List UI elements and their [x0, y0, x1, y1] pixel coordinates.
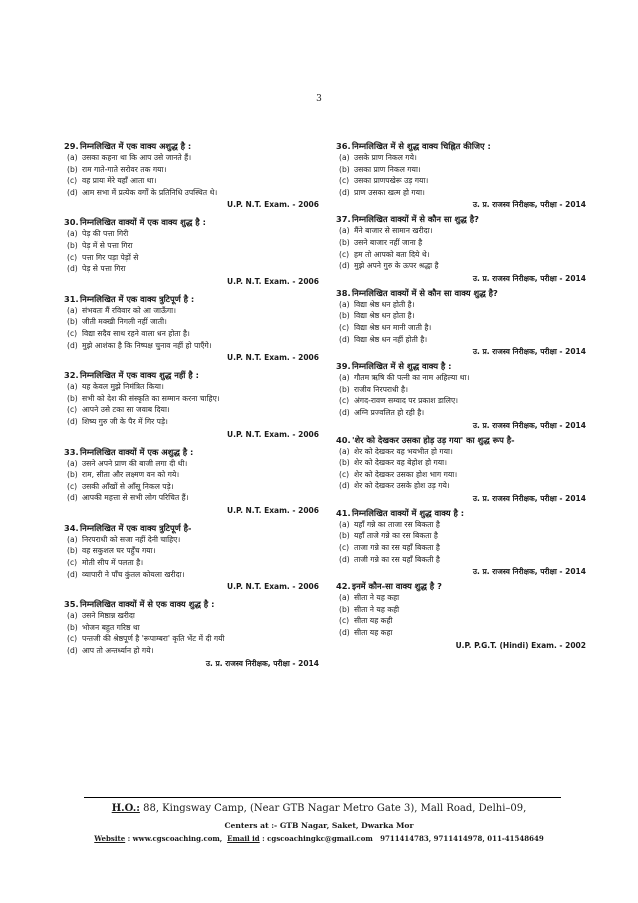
exam-source: उ. प्र. राजस्व निरीक्षक, परीक्षा - 2014: [472, 420, 586, 430]
left-column: [64, 140, 319, 670]
option-text: ताजा गन्ने का रस यहाँ बिकता है: [354, 543, 440, 553]
option-text: राम, सीता और लक्ष्मण वन को गये।: [82, 470, 180, 480]
option: [339, 542, 586, 554]
option-text: हम तो आपको बता दिये थे।: [354, 249, 430, 259]
option-text: विद्या श्रेष्ठ धन नहीं होती है।: [354, 334, 428, 344]
option: [67, 316, 319, 328]
option: [67, 340, 319, 352]
question-text: निम्नलिखित वाक्यों में से कौन सा वाक्य शुद्ध है?: [352, 287, 498, 298]
option: [67, 545, 319, 557]
option: [67, 305, 319, 317]
option: [67, 152, 319, 164]
question-39: [336, 360, 586, 431]
exam-source: उ. प्र. राजस्व निरीक्षक, परीक्षा - 2014: [472, 493, 586, 503]
option-letter: (b): [67, 622, 78, 632]
option-text: सीता यह कही: [354, 616, 393, 626]
option: [339, 384, 586, 396]
option-text: यहाँ गन्ने का ताजा रस बिकता है: [354, 519, 440, 529]
question-31: [64, 293, 319, 364]
option-letter: (b): [67, 164, 78, 174]
option-letter: (d): [67, 416, 78, 426]
question-text: 'शेर को देखकर उसका होड़ उड़ गया' का शुद्ध रूप है-: [352, 434, 515, 445]
option-text: पत्ता गिर पड़ा पेड़ों से: [82, 252, 139, 262]
option-letter: (b): [339, 531, 350, 541]
options-list: [64, 305, 319, 351]
exam-source: उ. प्र. राजस्व निरीक्षक, परीक्षा - 2014: [472, 347, 586, 357]
option-letter: (c): [67, 634, 78, 644]
options-list: [336, 372, 586, 418]
option-letter: (b): [339, 311, 350, 321]
option: [67, 240, 319, 252]
option: [339, 604, 586, 616]
ho-address: 88, Kingsway Camp, (Near GTB Nagar Metro Gate 3), Mall Road, Delhi–09,: [139, 803, 527, 814]
option-text: विद्या श्रेष्ठ धन मानी जाती है।: [354, 322, 432, 332]
option-text: शेर को देखकर वह बेहोश हो गया।: [354, 458, 448, 468]
option-letter: (a): [339, 153, 350, 162]
question-head: [336, 434, 586, 446]
question-text: निम्नलिखित वाक्यों में से एक वाक्य शुद्ध है :: [80, 599, 215, 610]
option-letter: (b): [339, 604, 350, 614]
option-text: जीती मक्खी निगली नहीं जाती।: [82, 317, 167, 327]
option-letter: (b): [67, 393, 78, 403]
email-label: Email id: [227, 834, 260, 843]
option-text: विद्या श्रेष्ठ धन होता है।: [354, 311, 415, 321]
question-30: [64, 216, 319, 287]
option: [339, 615, 586, 627]
option-text: सभी को देश की संस्कृति का सम्मान करना चाहिए।: [82, 393, 220, 403]
option: [67, 381, 319, 393]
option-letter: (a): [67, 382, 78, 392]
question-32: [64, 369, 319, 440]
ho-label: H.O.:: [111, 803, 140, 814]
option-text: प्राण उसका खत्म हो गया।: [354, 187, 425, 197]
option: [67, 393, 319, 405]
option-text: उसने बाजार नहीं जाना है: [354, 237, 423, 247]
option-letter: (b): [67, 317, 78, 327]
option-text: उसके प्राण निकल गये।: [354, 153, 417, 162]
website-label: Website: [94, 834, 126, 843]
option-letter: (d): [339, 628, 350, 638]
options-list: [336, 152, 586, 198]
option: [339, 299, 586, 311]
question-number: 39.: [336, 361, 351, 372]
option-letter: (a): [339, 519, 350, 529]
option-letter: (c): [339, 396, 350, 406]
question-head: [64, 140, 319, 152]
option-text: वह सकुशल घर पहुँच गया।: [82, 546, 156, 556]
exam-source: U.P. N.T. Exam. - 2006: [227, 353, 319, 363]
option-letter: (b): [67, 546, 78, 556]
option: [67, 557, 319, 569]
option-text: मैंने बाजार से सामान खरीदा।: [354, 226, 433, 236]
option-letter: (b): [67, 470, 78, 480]
option: [339, 152, 586, 164]
option: [339, 260, 586, 272]
option-text: उसने अपने प्राण की बाजी लगा दी थी।: [82, 458, 188, 468]
question-head: [336, 580, 586, 592]
exam-source: U.P. N.T. Exam. - 2006: [227, 505, 319, 515]
option: [67, 481, 319, 493]
question-36: [336, 140, 586, 211]
option: [339, 225, 586, 237]
option-letter: (c): [67, 481, 78, 491]
option-text: शेर को देखकर वह भयभीत हो गया।: [354, 446, 453, 456]
exam-source: U.P. N.T. Exam. - 2006: [227, 276, 319, 286]
option: [339, 322, 586, 334]
option-text: पन्तजी की श्रेष्ठपूर्ण है 'रूपाम्बरा' कृति भेंट में दी गयी: [82, 634, 225, 644]
option-letter: (b): [339, 237, 350, 247]
options-list: [336, 225, 586, 271]
option-letter: (c): [67, 252, 78, 262]
option-text: राम गाते-गाते सरोवर तक गया।: [82, 164, 167, 174]
option-letter: (a): [67, 534, 78, 544]
option-letter: (a): [67, 153, 78, 162]
option-letter: (d): [67, 646, 78, 656]
option-text: सीता ने यह कही: [354, 604, 400, 614]
phone-numbers: 9711414783, 9711414978, 011-41548649: [380, 834, 544, 843]
question-text: इनमें कौन-सा वाक्य शुद्ध है ?: [352, 581, 442, 592]
option-letter: (c): [339, 176, 350, 186]
option-letter: (d): [339, 334, 350, 344]
question-head: [336, 507, 586, 519]
option-text: मोती सीप में पलता है।: [82, 558, 144, 568]
option: [67, 492, 319, 504]
right-column: [336, 140, 586, 652]
option: [67, 469, 319, 481]
option-letter: (a): [67, 458, 78, 468]
option: [339, 164, 586, 176]
option-text: मुझे आशंका है कि निष्पक्ष चुनाव नहीं हो पाएँगे।: [82, 340, 212, 350]
option-letter: (d): [339, 554, 350, 564]
question-number: 32.: [64, 370, 79, 381]
options-list: [64, 152, 319, 198]
footer-centers: Centers at :- GTB Nagar, Saket, Dwarka Mor: [224, 821, 414, 830]
question-head: [336, 287, 586, 299]
footer-divider: [84, 797, 561, 798]
option-letter: (d): [339, 407, 350, 417]
question-29: [64, 140, 319, 211]
option: [67, 328, 319, 340]
question-41: [336, 507, 586, 578]
option: [67, 622, 319, 634]
option: [67, 187, 319, 199]
option-text: पेड़ में से पत्ता गिरा: [82, 240, 133, 250]
question-number: 35.: [64, 599, 79, 610]
option: [339, 446, 586, 458]
question-42: [336, 580, 586, 651]
option-text: व्यापारी ने पाँच कुंतल कोयला खरीदा।: [82, 569, 185, 579]
option-text: आप तो अन्तर्ध्यान हो गये।: [82, 646, 154, 656]
option-letter: (d): [67, 187, 78, 197]
question-number: 36.: [336, 141, 351, 151]
question-head: [336, 213, 586, 225]
question-text: निम्नलिखित में से शुद्ध वाक्य है :: [352, 361, 452, 372]
option-letter: (b): [339, 458, 350, 468]
option: [67, 228, 319, 240]
question-head: [336, 360, 586, 372]
option: [339, 592, 586, 604]
exam-source: उ. प्र. राजस्व निरीक्षक, परीक्षा - 2014: [472, 200, 586, 210]
option-text: भोजन बहुत गरिष्ठ था: [82, 622, 140, 632]
option-text: आपने उसे टका सा जवाब दिया।: [82, 405, 170, 415]
exam-source: U.P. P.G.T. (Hindi) Exam. - 2002: [455, 640, 586, 650]
options-list: [336, 446, 586, 492]
option-text: गौतम ऋषि की पत्नी का नाम अहिल्या था।: [354, 373, 470, 383]
option: [67, 404, 319, 416]
question-head: [64, 293, 319, 305]
option-text: शेर को देखकर उसके होश उड़ गये।: [354, 481, 450, 491]
option: [339, 372, 586, 384]
options-list: [336, 519, 586, 565]
option-text: उसका प्राण निकल गया।: [354, 164, 421, 174]
footer-address: [0, 803, 638, 814]
option: [67, 175, 319, 187]
option-text: संभवतः मैं रविवार को आ जाऊँगा।: [82, 305, 176, 315]
question-head: [64, 522, 319, 534]
option-letter: (b): [339, 384, 350, 394]
option-text: विद्या सदैव साथ रहने वाला धन होता है।: [82, 328, 190, 338]
option-text: वह प्रायः मेरे यहाँ आता था।: [82, 176, 157, 186]
question-text: निम्नलिखित में एक वाक्य त्रुटिपूर्ण है-: [80, 522, 192, 533]
option-letter: (d): [67, 340, 78, 350]
option-letter: (a): [67, 611, 78, 621]
option-letter: (c): [67, 405, 78, 415]
exam-source: उ. प्र. राजस्व निरीक्षक, परीक्षा - 2014: [472, 273, 586, 283]
website-value[interactable]: : www.cgscoaching.com,: [127, 834, 223, 843]
option-text: उसने मिष्ठान्न खरीदा: [82, 611, 135, 621]
option-letter: (c): [339, 543, 350, 553]
option-letter: (b): [67, 240, 78, 250]
option-text: अग्नि प्रज्वलित हो रही है।: [354, 407, 425, 417]
option: [67, 263, 319, 275]
option-letter: (d): [339, 261, 350, 271]
option: [339, 457, 586, 469]
question-text: निम्नलिखित वाक्यों में एक अशुद्ध है :: [80, 446, 194, 457]
option-text: उसकी आँखों से आँसू निकल पड़े।: [82, 481, 174, 491]
options-list: [64, 228, 319, 274]
option: [339, 249, 586, 261]
option-letter: (c): [67, 176, 78, 186]
option: [67, 458, 319, 470]
question-number: 30.: [64, 217, 79, 228]
question-text: निम्नलिखित में एक वाक्य शुद्ध नहीं है :: [80, 370, 199, 381]
question-head: [64, 216, 319, 228]
options-list: [64, 458, 319, 504]
option-text: आम सभा में प्रत्येक वर्गों के प्रतिनिधि उपस्थित थे।: [82, 187, 218, 197]
question-37: [336, 213, 586, 284]
option-letter: (d): [67, 569, 78, 579]
option: [339, 175, 586, 187]
question-34: [64, 522, 319, 593]
exam-source: उ. प्र. राजस्व निरीक्षक, परीक्षा - 2014: [472, 567, 586, 577]
question-number: 34.: [64, 522, 79, 533]
question-head: [64, 598, 319, 610]
option-letter: (a): [67, 305, 78, 315]
option-text: उसका प्राणपखेरू उड़ गया।: [354, 176, 429, 186]
option: [67, 534, 319, 546]
option-letter: (c): [67, 328, 78, 338]
option-text: पेड़ की पत्ता गिरी: [82, 229, 129, 239]
option-text: शेर को देखकर उसका होश भाग गया।: [354, 469, 458, 479]
options-list: [336, 592, 586, 638]
question-text: निम्नलिखित वाक्यों में से कौन सा शुद्ध है?: [352, 214, 479, 225]
question-text: निम्नलिखित में से शुद्ध वाक्य चिह्नित कीजिए :: [352, 141, 491, 151]
option-text: राजीव निरपराधी है।: [354, 384, 408, 394]
option-text: उसका कहना था कि आप उसे जानते हैं।: [82, 153, 192, 162]
question-head: [336, 140, 586, 152]
question-number: 31.: [64, 293, 79, 304]
option-text: शिष्य गुरु जी के पैर में गिर पड़े।: [82, 416, 168, 426]
option: [339, 469, 586, 481]
question-number: 29.: [64, 141, 79, 151]
option-letter: (a): [339, 446, 350, 456]
option-letter: (c): [339, 322, 350, 332]
option-letter: (d): [339, 481, 350, 491]
option-letter: (a): [339, 593, 350, 603]
option: [67, 645, 319, 657]
option-letter: (a): [339, 299, 350, 309]
question-number: 33.: [64, 446, 79, 457]
option-letter: (a): [339, 226, 350, 236]
option-text: यह केवल मुझे निमंत्रित किया।: [82, 382, 164, 392]
option-letter: (c): [339, 616, 350, 626]
exam-source: U.P. N.T. Exam. - 2006: [227, 429, 319, 439]
option: [339, 237, 586, 249]
question-text: निम्नलिखित में एक वाक्य त्रुटिपूर्ण है :: [80, 293, 195, 304]
email-value[interactable]: : cgscoachingkc@gmail.com: [262, 834, 373, 843]
option-text: विद्या श्रेष्ठ धन होती है।: [354, 299, 415, 309]
options-list: [64, 534, 319, 580]
option: [339, 530, 586, 542]
options-list: [64, 610, 319, 656]
option: [67, 633, 319, 645]
question-number: 37.: [336, 214, 351, 225]
option: [339, 187, 586, 199]
option: [67, 164, 319, 176]
option-letter: (c): [339, 469, 350, 479]
option-text: आपकी महत्ता से सभी लोग परिचित हैं।: [82, 493, 189, 503]
question-number: 41.: [336, 507, 351, 518]
option-letter: (a): [67, 229, 78, 239]
option: [67, 569, 319, 581]
question-text: निम्नलिखित वाक्यों में एक वाक्य शुद्ध है :: [80, 217, 206, 228]
question-text: निम्नलिखित में एक वाक्य अशुद्ध है :: [80, 141, 192, 151]
option-text: यहाँ ताजे गन्ने का रस बिकता है: [354, 531, 438, 541]
option-letter: (c): [67, 558, 78, 568]
options-list: [64, 381, 319, 427]
option-letter: (d): [67, 493, 78, 503]
option-letter: (d): [67, 264, 78, 274]
question-number: 42.: [336, 581, 351, 592]
question-head: [64, 369, 319, 381]
option: [67, 610, 319, 622]
question-number: 38.: [336, 287, 351, 298]
option-letter: (a): [339, 373, 350, 383]
option: [339, 395, 586, 407]
option-text: पेड़ से पत्ता गिरा: [82, 264, 126, 274]
exam-source: U.P. N.T. Exam. - 2006: [227, 582, 319, 592]
option: [339, 480, 586, 492]
question-35: [64, 598, 319, 669]
question-33: [64, 446, 319, 517]
option: [339, 334, 586, 346]
option-text: निरपराधी को सजा नहीं देनी चाहिए।: [82, 534, 181, 544]
option-letter: (d): [339, 187, 350, 197]
option-letter: (b): [339, 164, 350, 174]
exam-source: उ. प्र. राजस्व निरीक्षक, परीक्षा - 2014: [205, 658, 319, 668]
option: [339, 627, 586, 639]
option: [339, 310, 586, 322]
question-number: 40.: [336, 434, 351, 445]
option: [339, 407, 586, 419]
question-head: [64, 446, 319, 458]
option: [339, 554, 586, 566]
question-40: [336, 434, 586, 505]
option: [339, 519, 586, 531]
footer-contacts: [0, 834, 638, 843]
page-number: 3: [316, 94, 322, 104]
option-letter: (c): [339, 249, 350, 259]
question-38: [336, 287, 586, 358]
option-text: सीता यह कहा: [354, 628, 393, 638]
option: [67, 252, 319, 264]
option-text: मुझे अपने गुरु के ऊपर श्रद्धा है: [354, 261, 439, 271]
option-text: ताजी गन्ने का रस यहाँ बिकती है: [354, 554, 440, 564]
option-text: अंगद-रावण सम्वाद पर प्रकाश डालिए।: [354, 396, 459, 406]
exam-source: U.P. N.T. Exam. - 2006: [227, 200, 319, 210]
option: [67, 416, 319, 428]
question-text: निम्नलिखित वाक्यों में शुद्ध वाक्य है :: [352, 507, 465, 518]
options-list: [336, 299, 586, 345]
option-text: सीता ने यह कहा: [354, 593, 400, 603]
